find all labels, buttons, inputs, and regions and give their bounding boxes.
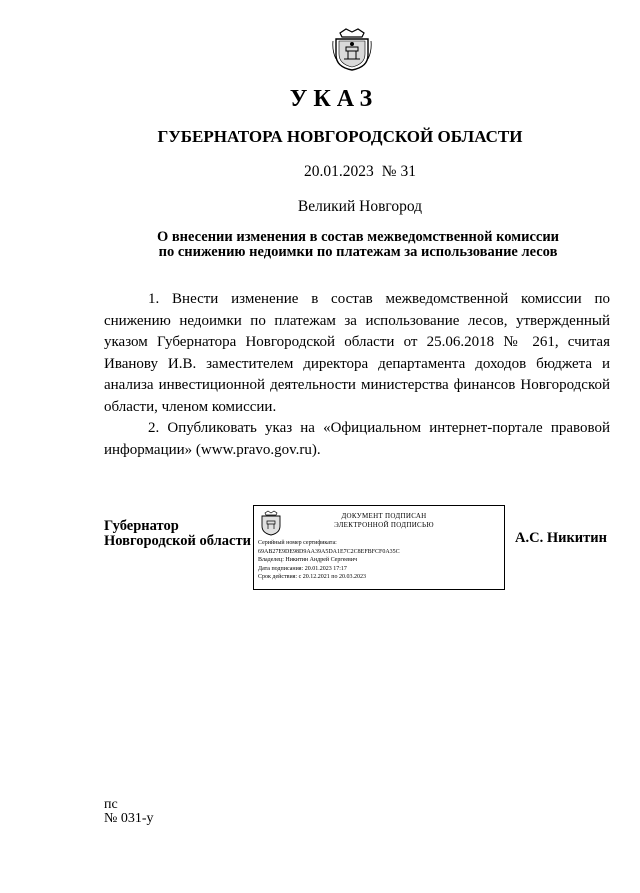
decree-body — [104, 289, 610, 461]
footer-line: № 031-у — [104, 811, 154, 826]
stamp-header-line: ДОКУМЕНТ ПОДПИСАН — [341, 512, 427, 520]
stamp-serial-label: Серийный номер сертификата: — [258, 540, 337, 546]
document-footer — [104, 798, 154, 826]
signatory-position-line: Губернатор — [104, 518, 179, 534]
decree-heading — [104, 230, 612, 260]
stamp-signed-date: Дата подписания: 20.01.2023 17:17 — [258, 565, 347, 572]
signatory-position-line: Новгородской области — [104, 533, 251, 549]
decree-date: 20.01.2023 — [304, 163, 374, 180]
stamp-emblem-icon — [260, 510, 282, 536]
heading-line: О внесении изменения в состав межведомственной комиссии — [156, 229, 560, 245]
stamp-header-line: ЭЛЕКТРОННОЙ ПОДПИСЬЮ — [334, 521, 434, 529]
decree-place: Великий Новгород — [297, 198, 423, 215]
stamp-owner: Владелец: Никитин Андрей Сергеевич — [258, 557, 358, 563]
signer-name: А.С. Никитин — [515, 530, 607, 546]
decree-subtitle: ГУБЕРНАТОРА НОВГОРОДСКОЙ ОБЛАСТИ — [157, 127, 523, 146]
coat-of-arms-emblem — [332, 27, 372, 71]
heading-line: по снижению недоимки по платежам за использование лесов — [158, 244, 558, 260]
body-paragraph: 2. Опубликовать указ на «Официальном интернет-портале правовой информации» (www.pravo.gov.ru). — [104, 420, 610, 458]
signatory-position — [104, 519, 251, 549]
stamp-header — [294, 512, 474, 530]
decree-number: № 31 — [381, 163, 416, 180]
decree-title: УКАЗ — [289, 86, 379, 112]
stamp-details — [258, 539, 400, 582]
decree-date-number — [0, 163, 640, 181]
footer-line: пс — [104, 797, 118, 812]
body-paragraph: 1. Внести изменение в состав межведомственной комиссии по снижению недоимки по платежам за использование лесов, утвержденный указом Губернатора Новгородской области от 25.06.2018 № 261, считая Иванову И.В. заместителем директора департамента доходов бюджета и анализа инвестиционной деятельности министерства финансов Новгородской области, членом комиссии. — [104, 291, 610, 415]
stamp-serial: 69AB27E9DE98D9AA39A5DA1E7C2C8EFBFCF0A35C — [258, 548, 400, 555]
electronic-signature-stamp — [253, 505, 505, 590]
stamp-validity: Срок действия: с 20.12.2021 по 20.03.2023 — [258, 574, 366, 580]
